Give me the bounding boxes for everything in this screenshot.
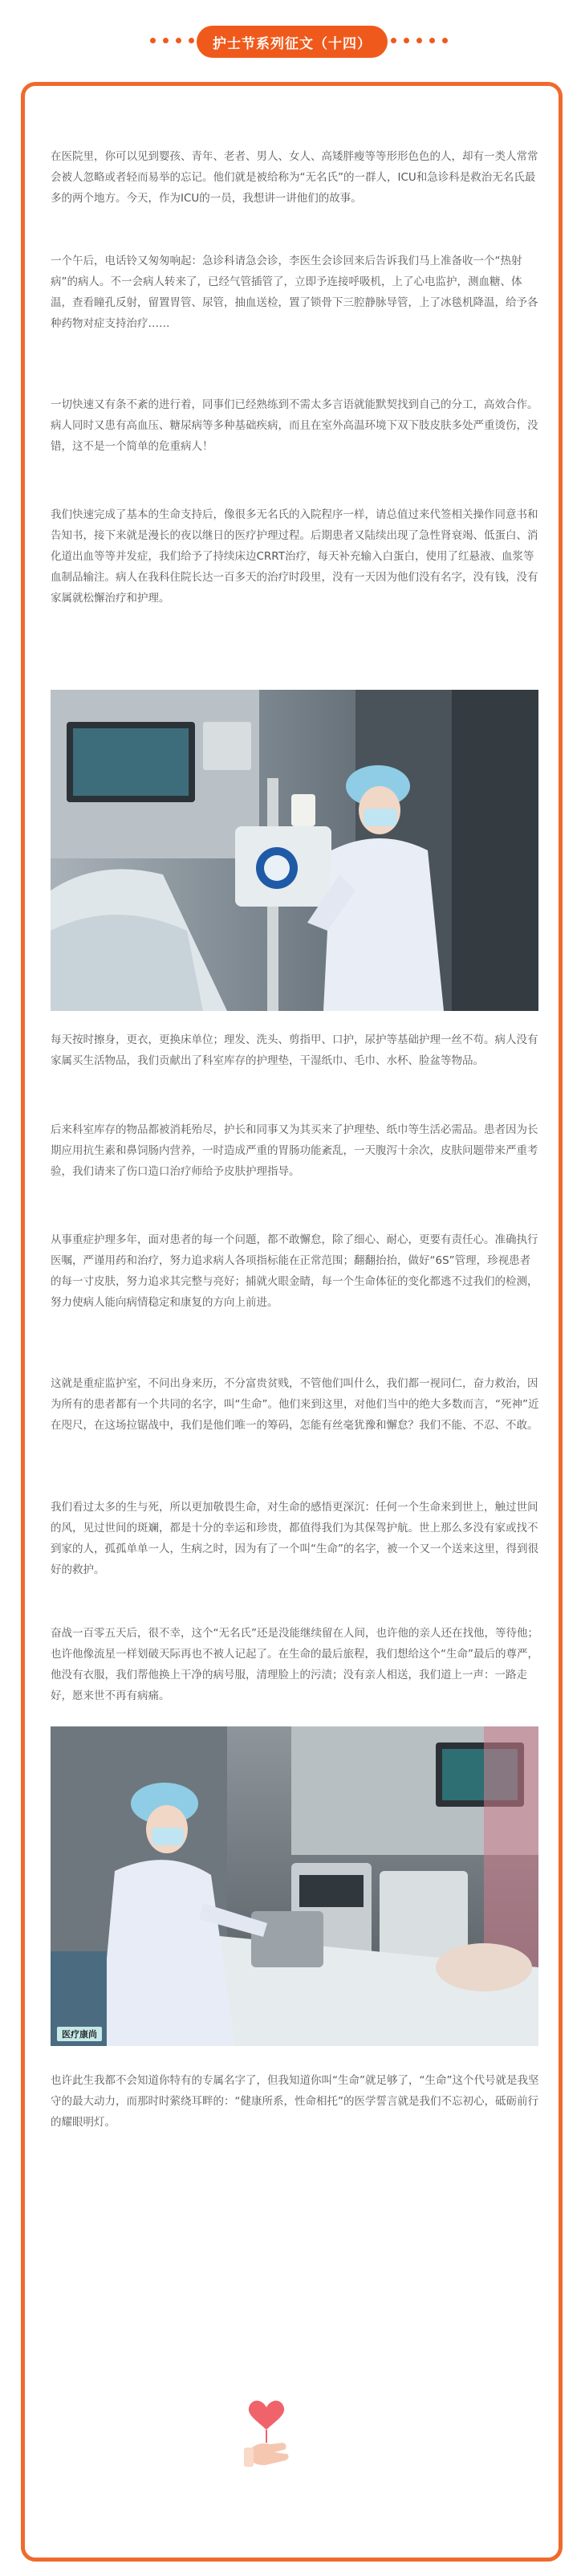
paragraph-1: 在医院里，你可以见到婴孩、青年、老者、男人、女人、高矮胖瘦等等形形色色的人，却有一类人常常会被人忽略或者轻而易举的忘记。他们就是被给称为“无名氏”的一群人，ICU和急诊科是救治无名氏最多的两个地方。今天，作为ICU的一员，我想讲一讲他们的故事。 (51, 150, 538, 205)
paragraph-5: 每天按时擦身，更衣，更换床单位；理发、洗头、剪指甲、口护，尿护等基础护理一丝不苟。病人没有家属买生活物品，我们贡献出了科室库存的护理垫，干湿纸巾、毛巾、水杯、脸盆等物品。 (51, 1033, 538, 1067)
article-card (21, 82, 563, 2562)
paragraph-6: 后来科室库存的物品都被消耗殆尽，护长和同事又为其买来了护理垫、纸巾等生活必需品。患者因为长期应用抗生素和鼻饲肠内营养，一时造成严重的胃肠功能紊乱，一天腹泻十余次，皮肤问题带来严重考验，我们请来了伤口造口治疗师给予皮肤护理指导。 (51, 1123, 538, 1178)
page-title: 护士节系列征文（十四） (197, 26, 388, 58)
header (0, 26, 585, 58)
paragraph-10: 奋战一百零五天后，很不幸，这个“无名氏”还是没能继续留在人间，也许他的亲人还在找他，等待他；也许他像流星一样划破天际再也不被人记起了。在生命的最后旅程，我们想给这个“生命”最后的尊严，他没有衣服，我们帮他换上干净的病号服，清理脸上的污渍；没有亲人相送，我们道上一声：一路走好，愿来世不再有病痛。 (51, 1627, 538, 1702)
paragraph-4: 我们快速完成了基本的生命支持后，像很多无名氏的入院程序一样，请总值过来代签相关操作同意书和告知书，接下来就是漫长的夜以继日的医疗护理过程。后期患者又陆续出现了急性肾衰竭、低蛋白、消化道出血等等并发症，我们给予了持续床边CRRT治疗，每天补充输入白蛋白，使用了红悬液、血浆等血制品输注。病人在我科住院长达一百多天的治疗时段里，没有一天因为他们没有名字，没有钱，没有家属就松懈治疗和护理。 (51, 508, 538, 605)
paragraph-7: 从事重症护理多年，面对患者的每一个问题，都不敢懈怠，除了细心、耐心，更要有责任心。准确执行医嘱，严谨用药和治疗，努力追求病人各项指标能在正常范围；翻翻抬抬，做好“6S”管理，珍视患者的每一寸皮肤，努力追求其完整与亮好；捕就火眼金睛，每一个生命体征的变化都逃不过我们的检测，努力使病人能向病情稳定和康复的方向上前进。 (51, 1233, 538, 1309)
photo-nurse-icu-1 (51, 690, 538, 1011)
decorative-dots-right (391, 38, 448, 43)
paragraph-3: 一切快速又有条不紊的进行着，同事们已经熟练到不需太多言语就能默契找到自己的分工，高效合作。病人同时又患有高血压、糖尿病等多种基础疾病，而且在室外高温环境下双下肢皮肤多处严重烫伤，没错，这不是一个简单的危重病人！ (51, 398, 538, 453)
paragraph-11: 也许此生我都不会知道你特有的专属名字了，但我知道你叫“生命”就足够了，“生命”这个代号就是我坚守的最大动力，而那时时萦绕耳畔的：“健康所系，性命相托”的医学誓言就是我们不忘初心，砥砺前行的耀眼明灯。 (51, 2074, 539, 2129)
paragraph-8: 这就是重症监护室，不问出身来历，不分富贵贫贱，不管他们叫什么，我们都一视同仁，奋力救治，因为所有的患者都有一个共同的名字，叫“生命”。他们来到这里，对他们当中的绝大多数而言，“死神”近在咫尺，在这场拉锯战中，我们是他们唯一的筹码，怎能有丝毫犹豫和懈怠？我们不能、不忍、不敢。 (51, 1377, 539, 1432)
photo-caption: 医疗康尚 (57, 2027, 102, 2041)
paragraph-2: 一个午后，电话铃又匆匆响起：急诊科请急会诊，李医生会诊回来后告诉我们马上准备收一个“热射病”的病人。不一会病人转来了，已经气管插管了，立即予连接呼吸机，上了心电监护，测血糖、体温，查看瞳孔反射，留置胃管、尿管，抽血送检，置了锁骨下三腔静脉导管，上了冰毯机降温，给予各种药物对症支持治疗…… (51, 255, 538, 330)
paragraph-9: 我们看过太多的生与死，所以更加敬畏生命，对生命的感悟更深沉：任何一个生命来到世上，触过世间的风，见过世间的斑斓，都是十分的幸运和珍贵，都值得我们为其保驾护航。世上那么多没有家或找不到家的人，孤孤单单一人，生病之时，因为有了一个叫“生命”的名字，被一个又一个送来这里，得到很好的救护。 (51, 1501, 538, 1576)
photo-nurse-icu-2 (51, 1726, 538, 2046)
heart-hand-icon (226, 2393, 307, 2473)
